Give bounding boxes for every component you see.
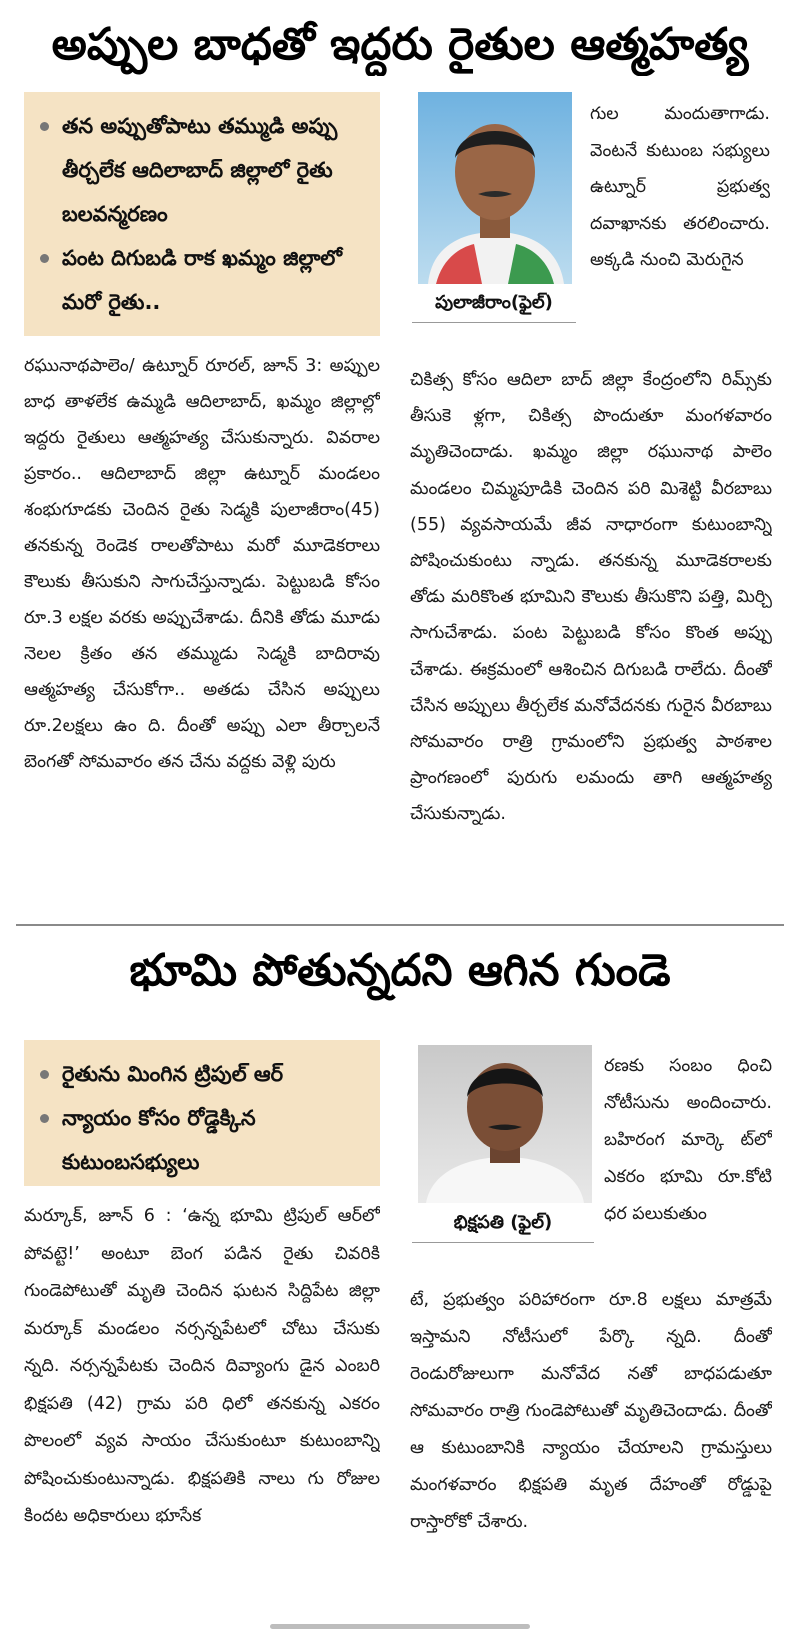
bhikshapathi-photo — [418, 1045, 592, 1203]
story1-highlights-box — [24, 92, 380, 336]
story-divider — [16, 924, 784, 926]
story2-column-3 — [410, 1282, 772, 1618]
story1-bullet: తన అప్పుతోపాటు తమ్ముడి అప్పు తీర్చలేక ఆదిలాబాద్ జిల్లాలో రైతు బలవన్మరణం — [38, 104, 366, 236]
story1-col2-text: గుల మందుతాగాడు. వెంటనే కుటుంబ సభ్యులు ఉట్నూర్ ప్రభుత్వ దవాఖానకు తరలించారు. అక్కడి నుంచి మెరుగైన — [590, 104, 770, 270]
story2-col2-text: రణకు సంబం ధించి నోటీసును అందించారు. బహిరంగ మార్కె ట్‌లో ఎకరం భూమి రూ.కోటి ధర పలుకుతుం — [604, 1056, 772, 1224]
horizontal-scrollbar[interactable] — [270, 1624, 530, 1629]
story1-column-3 — [410, 362, 772, 910]
story2-bullet: రైతును మింగిన ట్రిపుల్ ఆర్ — [38, 1052, 366, 1096]
pulajiram-photo-caption: పులాజీరాం(ఫైల్) — [435, 292, 553, 313]
pulajiram-photo — [418, 92, 572, 284]
story1-headline: అప్పుల బాధతో ఇద్దరు రైతుల ఆత్మహత్య — [51, 19, 749, 70]
bhikshapathi-photo-caption: భిక్షపతి (ఫైల్) — [453, 1212, 553, 1233]
story1-bullet: పంట దిగుబడి రాక ఖమ్మం జిల్లాలో మరో రైతు.. — [38, 236, 366, 324]
caption-rule — [412, 1242, 594, 1243]
story2-bullet: న్యాయం కోసం రోడ్డెక్కిన కుటుంబసభ్యులు — [38, 1096, 366, 1184]
story2-highlights-box — [24, 1040, 380, 1186]
story1-col1-text: రఘునాథపాలెం/ ఉట్నూర్ రూరల్, జూన్ 3: అప్పుల బాధ తాళలేక ఉమ్మడి ఆదిలాబాద్, ఖమ్మం జిల్లాల్లో ఇద్దరు రైతులు ఆత్మహత్య చేసుకున్నారు. వివరాల ప్రకారం.. ఆదిలాబాద్ జిల్లా ఉట్నూర్ మండలం శంభుగూడకు చెందిన రైతు సెడ్మకి పులాజీరాం(45) తనకున్న రెండెక రాలతోపాటు మరో మూడెకరాలు కౌలుకు తీసుకుని సాగుచేస్తున్నాడు. పెట్టుబడి కోసం రూ.3 లక్షల వరకు అప్పుచేశాడు. దీనికి తోడు మూడు నెలల క్రితం తన తమ్ముడు సెడ్మకి బాదిరావు ఆత్మహత్య చేసుకోగా.. అతడు చేసిన అప్పులు రూ.2లక్షలు ఉం ది. దీంతో అప్పు ఎలా తీర్చాలనే బెంగతో సోమవారం తన చేను వద్దకు వెళ్లి పురు — [24, 356, 380, 772]
person-portrait-icon — [418, 92, 572, 284]
story2-column-1 — [24, 1198, 380, 1618]
story2-col1-text: మర్కూక్, జూన్ 6 : ‘ఉన్న భూమి ట్రిపుల్ ఆర్‌లో పోవట్టె!’ అంటూ బెంగ పడిన రైతు చివరికి గుండెపోటుతో మృతి చెందిన ఘటన సిద్దిపేట జిల్లా మర్కూక్ మండలం నర్సన్నపేటలో చోటు చేసుకు న్నది. నర్సన్నపేటకు చెందిన దివ్యాంగు డైన ఎంబరి భిక్షపతి (42) గ్రామ పరి ధిలో తనకున్న ఎకరం పొలంలో వ్యవ సాయం చేసుకుంటూ కుటుంబాన్ని పోషించుకుంటున్నాడు. భిక్షపతికి నాలు గు రోజుల కిందట అధికారులు భూసేక — [24, 1206, 380, 1526]
story1-column-2 — [590, 96, 770, 358]
story1-column-1 — [24, 348, 380, 908]
story2-column-2 — [604, 1048, 772, 1274]
story1-col3-text: చికిత్స కోసం ఆదిలా బాద్ జిల్లా కేంద్రంలోని రిమ్స్‌కు తీసుకె ళ్లగా, చికిత్స పొందుతూ మంగళవారం మృతిచెందాడు. ఖమ్మం జిల్లా రఘునాథ పాలెం మండలం చిమ్మపూడికి చెందిన పరి మిశెట్టి వీరబాబు (55) వ్యవసాయమే జీవ నాధారంగా కుటుంబాన్ని పోషించుకుంటు న్నాడు. తనకున్న మూడెకరాలకు తోడు మరికొంత భూమిని కౌలుకు తీసుకొని పత్తి, మిర్చి సాగుచేశాడు. పంట పెట్టుబడి కోసం కొంత అప్పు చేశాడు. ఈక్రమంలో ఆశించిన దిగుబడి రాలేదు. దీంతో చేసిన అప్పులు తీర్చలేక మనోవేదనకు గురైన వీరబాబు సోమవారం రాత్రి గ్రామంలోని ప్రభుత్వ పాఠశాల ప్రాంగణంలో పురుగు లమందు తాగి ఆత్మహత్య చేసుకున్నాడు. — [410, 370, 772, 825]
story2-headline: భూమి పోతున్నదని ఆగిన గుండె — [129, 945, 671, 996]
person-portrait-icon — [418, 1045, 592, 1203]
caption-rule — [412, 322, 576, 323]
story2-col3-text: టే, ప్రభుత్వం పరిహారంగా రూ.8 లక్షలు మాత్రమే ఇస్తామని నోటీసులో పేర్కొ న్నది. దీంతో రెండురోజులుగా మనోవేద నతో బాధపడుతూ సోమవారం రాత్రి గుండెపోటుతో మృతిచెందాడు. దీంతో ఆ కుటుంబానికి న్యాయం చేయాలని గ్రామస్తులు మంగళవారం భిక్షపతి మృత దేహంతో రోడ్డుపై రాస్తారోకో చేశారు. — [410, 1290, 772, 1532]
